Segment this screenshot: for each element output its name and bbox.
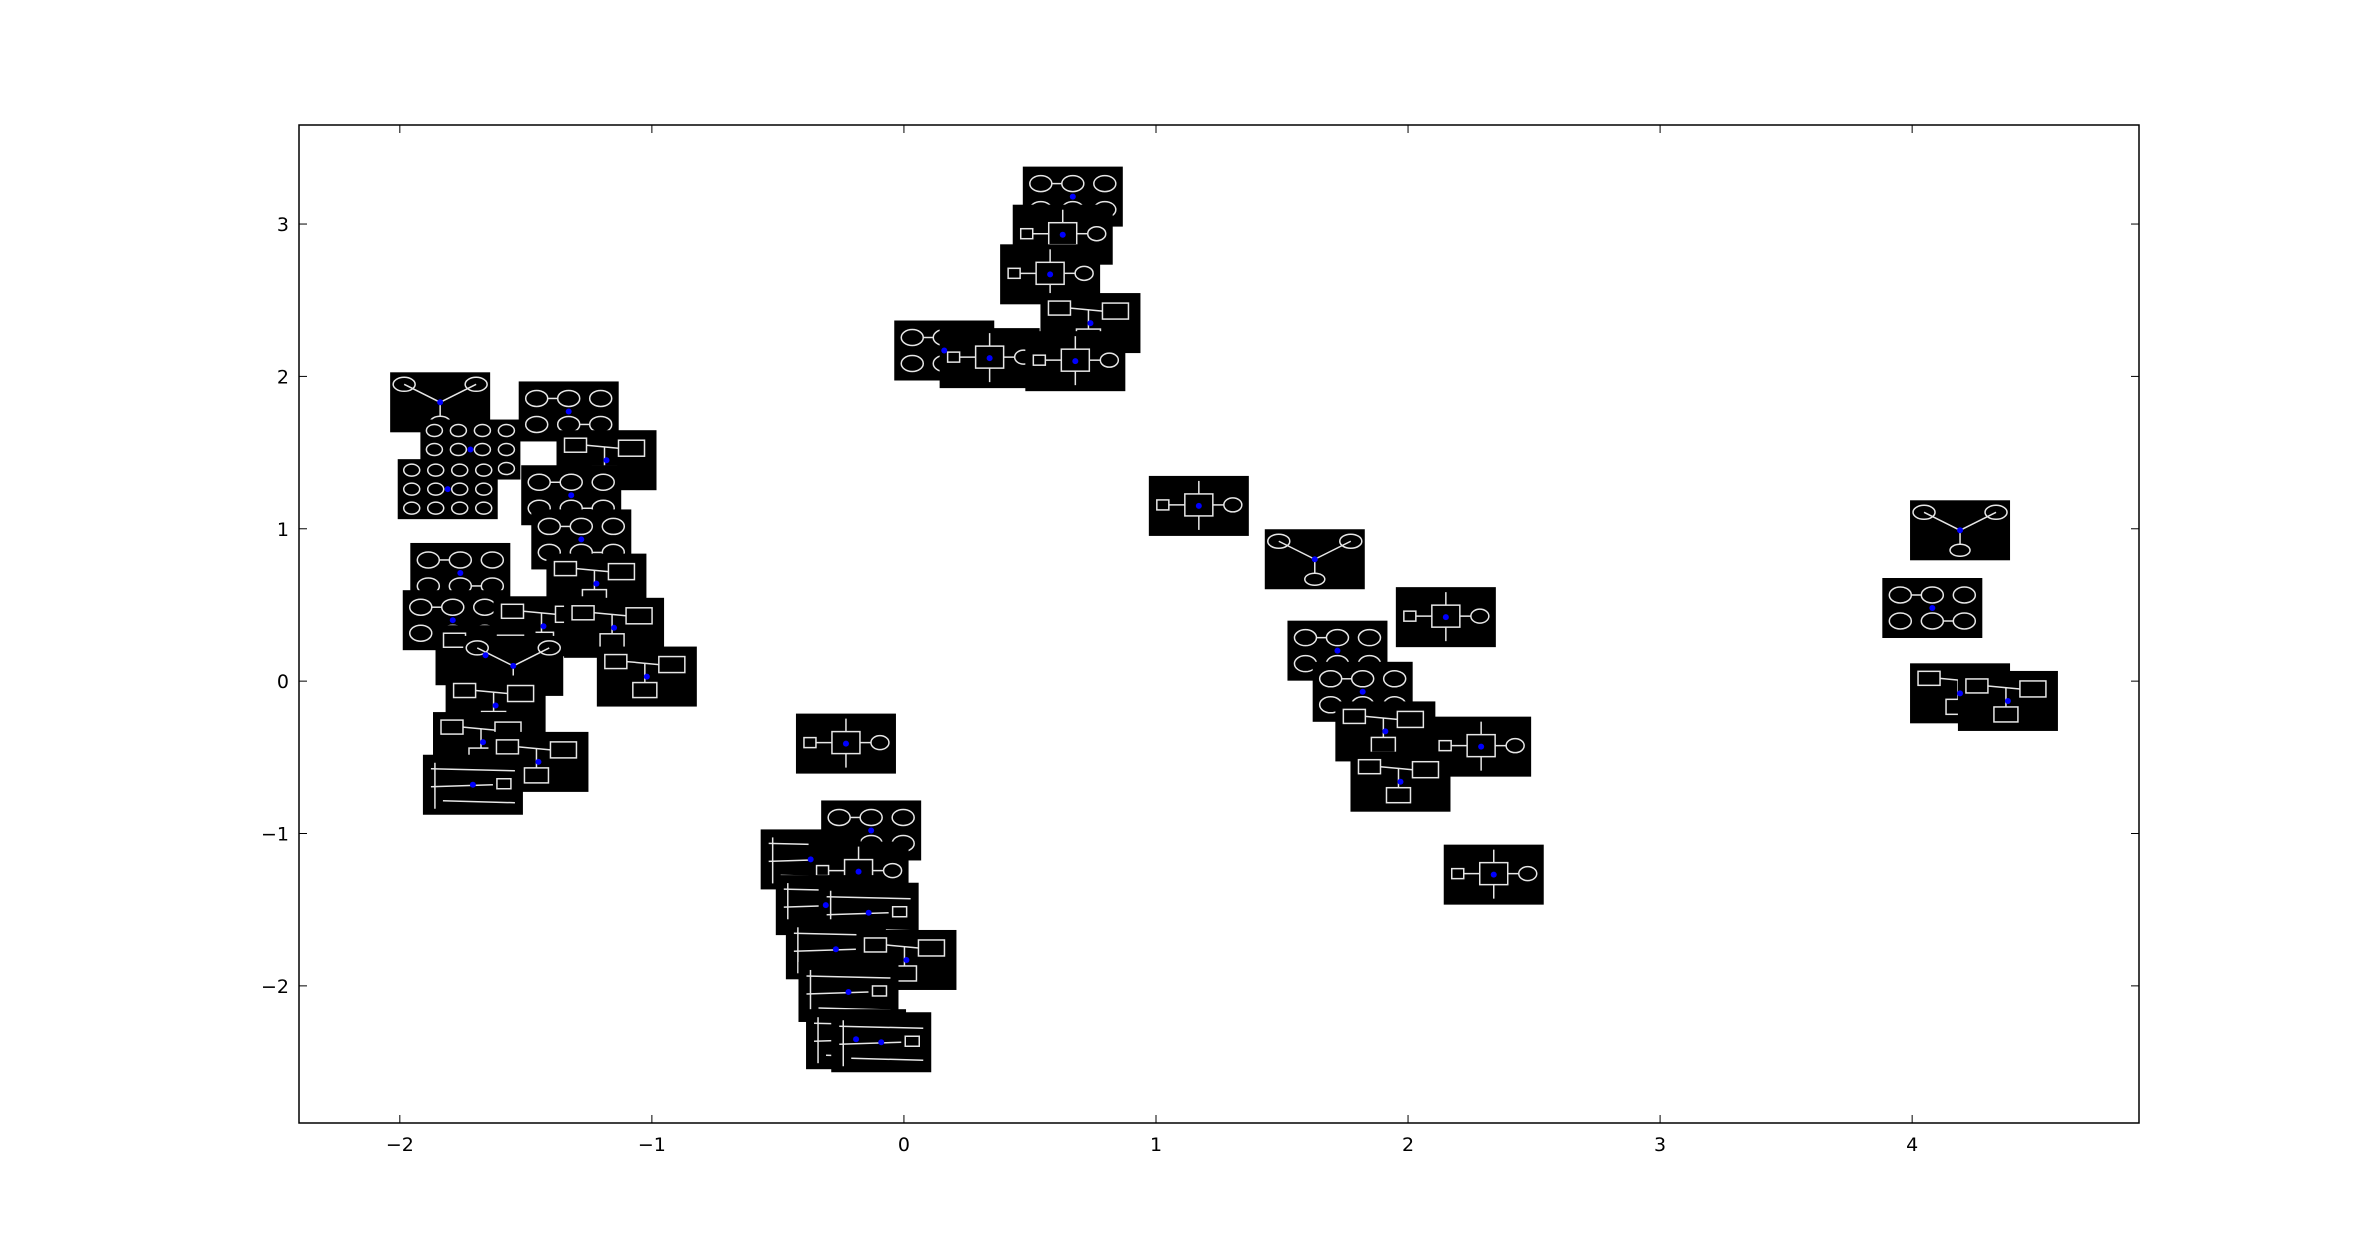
data-point <box>856 869 862 875</box>
data-point <box>1060 232 1066 238</box>
data-point <box>1360 689 1366 695</box>
data-point <box>845 989 851 995</box>
data-point <box>493 703 499 709</box>
data-point <box>540 623 546 629</box>
data-point <box>1382 728 1388 734</box>
data-point <box>437 399 443 405</box>
x-tick-label: 1 <box>1149 1134 1163 1156</box>
y-tick-label: −1 <box>260 823 289 846</box>
data-point <box>1196 503 1202 509</box>
data-point <box>1070 194 1076 200</box>
data-point <box>903 957 909 963</box>
data-point <box>843 741 849 747</box>
data-point <box>470 782 476 788</box>
data-point <box>457 570 463 576</box>
data-point <box>2005 698 2011 704</box>
data-point <box>578 536 584 542</box>
y-tick-label: 0 <box>276 671 289 694</box>
data-point <box>1087 320 1093 326</box>
data-point <box>808 856 814 862</box>
data-point <box>868 827 874 833</box>
data-point <box>566 408 572 414</box>
data-point <box>987 355 993 361</box>
x-tick-label: 4 <box>1906 1134 1919 1156</box>
data-point <box>1478 744 1484 750</box>
y-tick-label: 1 <box>276 518 289 541</box>
x-tick-label: −1 <box>637 1134 666 1156</box>
data-point <box>510 663 516 669</box>
data-point <box>941 348 947 354</box>
data-point <box>1397 779 1403 785</box>
y-tick-label: −2 <box>260 975 289 998</box>
x-tick-label: 3 <box>1654 1134 1667 1156</box>
data-point <box>467 447 473 453</box>
x-tick-label: 2 <box>1401 1134 1415 1156</box>
data-point <box>866 910 872 916</box>
data-point <box>568 492 574 498</box>
data-point <box>1491 872 1497 878</box>
data-point <box>604 457 610 463</box>
data-point <box>445 486 451 492</box>
data-point <box>878 1039 884 1045</box>
data-point <box>480 739 486 745</box>
x-tick-label: 0 <box>897 1134 910 1156</box>
data-point <box>644 674 650 680</box>
y-tick-label: 3 <box>276 214 289 237</box>
data-point <box>1312 556 1318 562</box>
data-point <box>483 652 489 658</box>
x-tick-label: −2 <box>385 1134 414 1156</box>
data-point <box>833 946 839 952</box>
data-point <box>823 902 829 908</box>
data-point <box>450 617 456 623</box>
data-point <box>1334 648 1340 654</box>
data-point <box>1957 690 1963 696</box>
data-point <box>611 625 617 631</box>
data-point <box>1047 271 1053 277</box>
data-point <box>1929 605 1935 611</box>
data-point <box>1072 358 1078 364</box>
data-point <box>1443 614 1449 620</box>
y-tick-label: 2 <box>276 366 289 389</box>
data-point <box>535 759 541 765</box>
data-point <box>1957 527 1963 533</box>
data-point <box>593 581 599 587</box>
data-point <box>853 1036 859 1042</box>
